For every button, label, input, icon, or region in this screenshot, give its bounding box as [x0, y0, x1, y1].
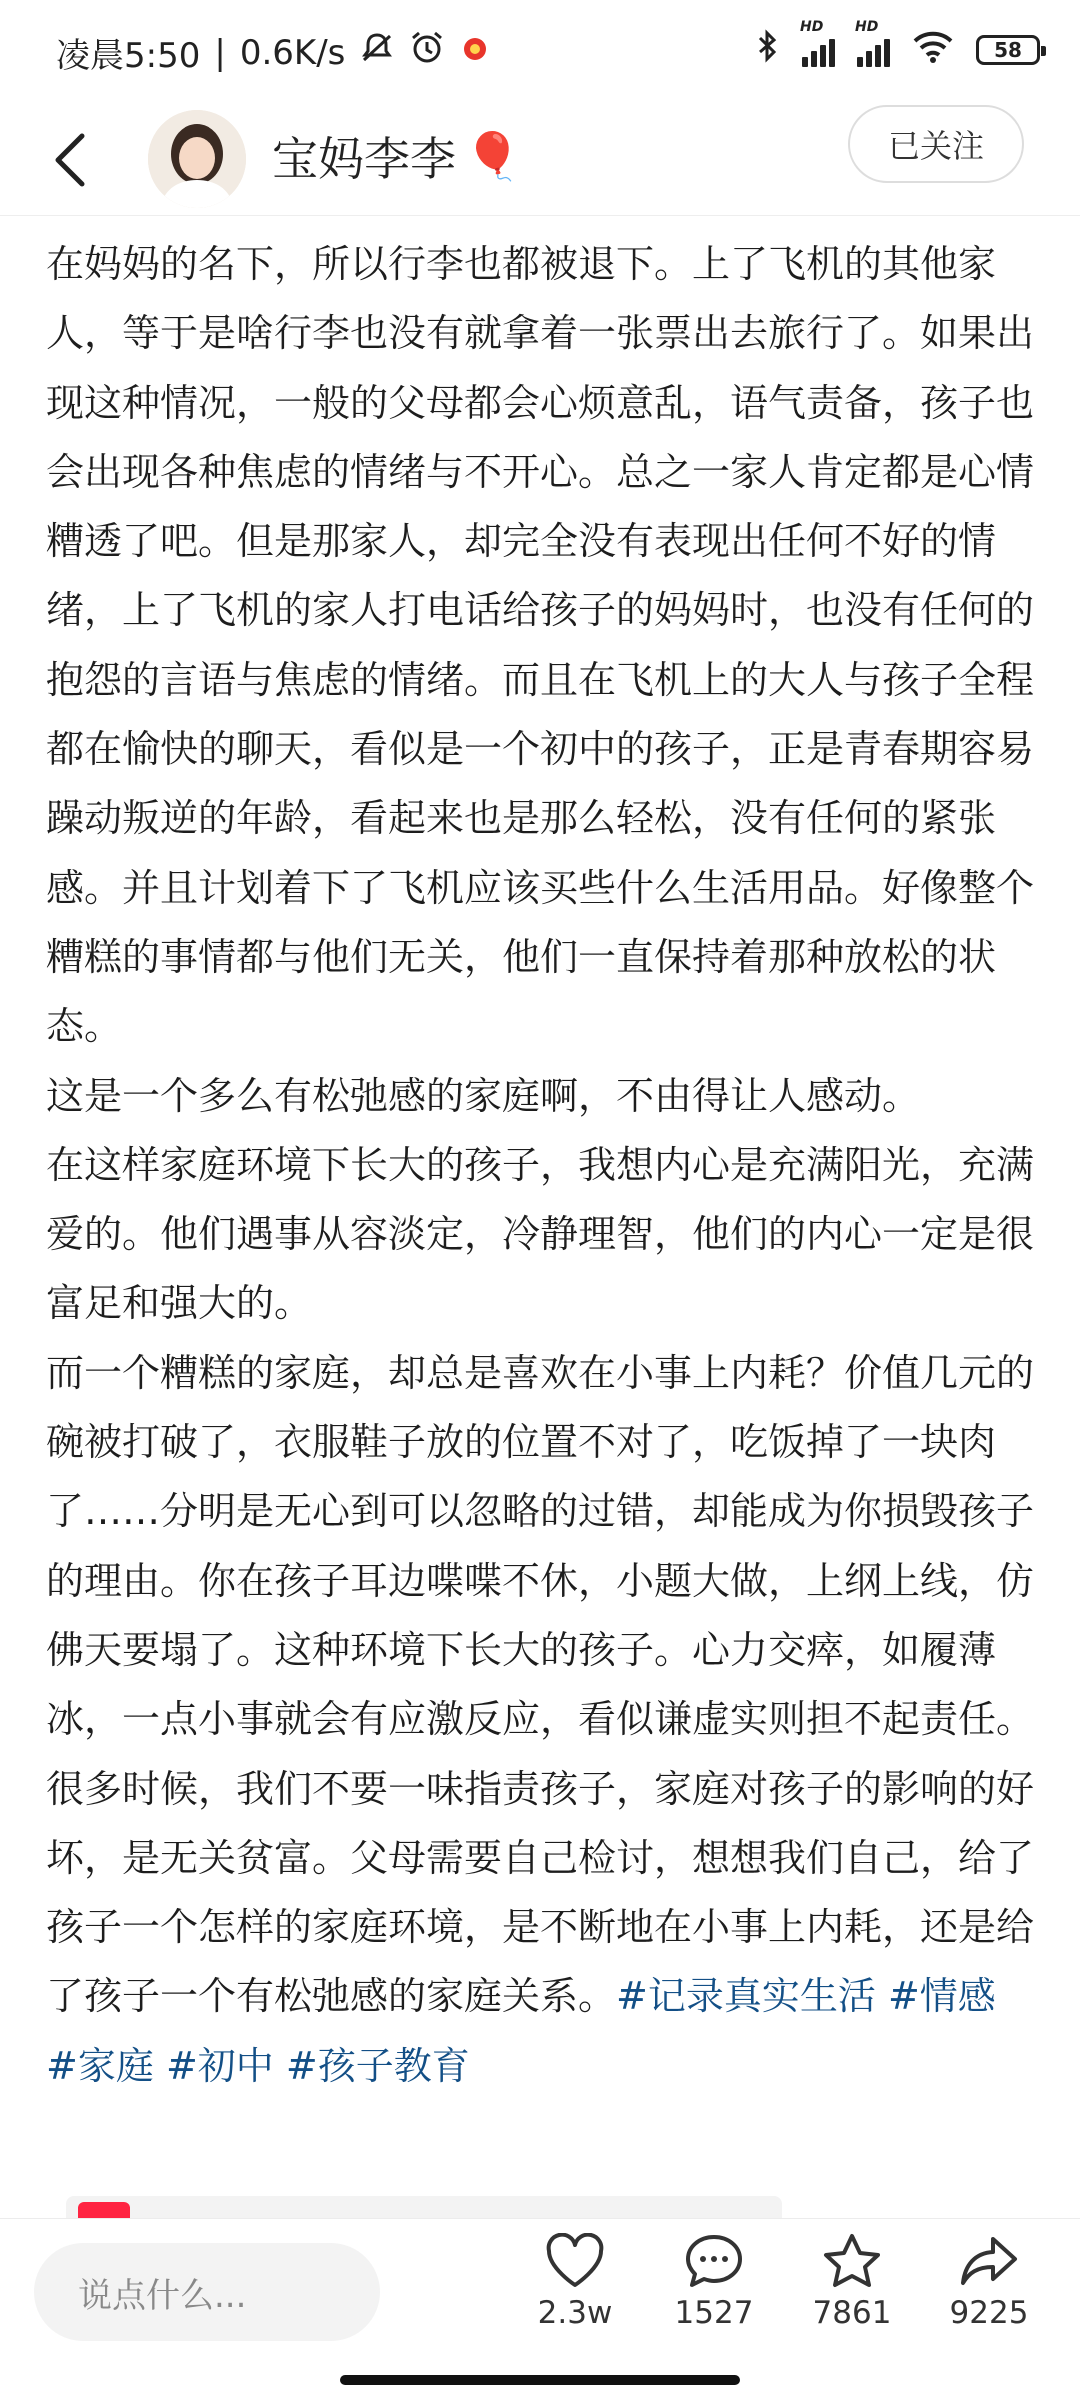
balloon-icon: 🎈 [464, 128, 522, 183]
signal-icon: HD [802, 33, 835, 67]
chevron-left-icon [50, 130, 90, 190]
back-button[interactable] [40, 125, 100, 195]
comment-count: 1527 [674, 2295, 754, 2331]
hashtag-link[interactable]: #情感 [887, 1974, 996, 2019]
comment-button[interactable] [659, 2233, 769, 2331]
article-paragraph: 在妈妈的名下，所以行李也都被退下。上了飞机的其他家人，等于是啥行李也没有就拿着一张票出去旅行了。如果出现这种情况，一般的父母都会心烦意乱，语气责备，孩子也会出现各种焦虑的情绪与不开心。总之一家人肯定都是心情糟透了吧。但是那家人，却完全没有表现出任何不好的情绪，上了飞机的家人打电话给孩子的妈妈时，也没有任何的抱怨的言语与焦虑的情绪。而且在飞机上的大人与孩子全程都在愉快的聊天，看似是一个初中的孩子，正是青春期容易躁动叛逆的年龄，看起来也是那么轻松，没有任何的紧张感。并且计划着下了飞机应该买些什么生活用品。好像整个糟糕的事情都与他们无关，他们一直保持着那种放松的状态。 [46, 242, 1035, 1049]
related-note-card[interactable] [66, 2196, 782, 2218]
battery-indicator: 58 [976, 35, 1040, 65]
comment-icon [684, 2233, 744, 2289]
like-count: 2.3w [537, 2295, 613, 2331]
signal-icon-2: HD [857, 33, 890, 67]
article-paragraph: 而一个糟糕的家庭，却总是喜欢在小事上内耗？价值几元的碗被打破了，衣服鞋子放的位置不对了，吃饭掉了一块肉了……分明是无心到可以忽略的过错，却能成为你损毁孩子的理由。你在孩子耳边喋喋不休，小题大做，上纲上线，仿佛天要塌了。这种环境下长大的孩子。心力交瘁，如履薄冰，一点小事就会有应激反应，看似谦虚实则担不起责任。 [46, 1350, 1035, 1742]
avatar[interactable] [148, 110, 246, 208]
author-name[interactable]: 宝妈李李 🎈 [272, 128, 522, 186]
mute-icon [359, 30, 395, 75]
app-logo-icon [78, 2202, 130, 2218]
share-count: 9225 [949, 2295, 1029, 2331]
share-icon [959, 2233, 1019, 2289]
status-time: 凌晨5:50 [56, 36, 201, 76]
article-paragraph: 这是一个多么有松弛感的家庭啊，不由得让人感动。 [46, 1073, 921, 1118]
wifi-icon [912, 29, 954, 71]
home-indicator[interactable] [340, 2375, 740, 2385]
article-body [46, 230, 1036, 2101]
status-left: 凌晨5:50 | 0.6K/s [56, 28, 491, 77]
network-speed: 0.6K/s [239, 32, 346, 73]
status-bar [0, 0, 1080, 105]
alarm-icon [409, 30, 445, 75]
like-button[interactable] [520, 2233, 630, 2331]
heart-icon [545, 2233, 605, 2289]
favorite-count: 7861 [812, 2295, 892, 2331]
article-paragraph-last: 很多时候，我们不要一味指责孩子，家庭对孩子的影响的好坏，是无关贫富。父母需要自己检讨，想想我们自己，给了孩子一个怎样的家庭环境，是不断地在小事上内耗，还是给了孩子一个有松弛感的家庭关系。#记录真实生活 #情感 #家庭 #初中 #孩子教育 [46, 1766, 1035, 2088]
hashtag-link[interactable]: #孩子教育 [285, 2043, 470, 2088]
article-paragraph: 在这样家庭环境下长大的孩子，我想内心是充满阳光，充满爱的。他们遇事从容淡定，冷静理智，他们的内心一定是很富足和强大的。 [46, 1142, 1035, 1326]
favorite-button[interactable] [797, 2233, 907, 2331]
comment-input[interactable]: 说点什么... [34, 2243, 380, 2341]
star-icon [822, 2233, 882, 2289]
bluetooth-icon [756, 28, 780, 72]
hashtag-link[interactable]: #初中 [165, 2043, 274, 2088]
hashtag-link[interactable]: #记录真实生活 [616, 1974, 876, 2019]
app-notification-icon [459, 32, 491, 73]
hashtag-link[interactable]: #家庭 [46, 2043, 154, 2088]
bottom-action-bar [0, 2218, 1080, 2349]
share-button[interactable] [934, 2233, 1044, 2331]
status-right [756, 19, 1040, 72]
post-header [0, 105, 1080, 216]
follow-button[interactable]: 已关注 [848, 105, 1024, 183]
